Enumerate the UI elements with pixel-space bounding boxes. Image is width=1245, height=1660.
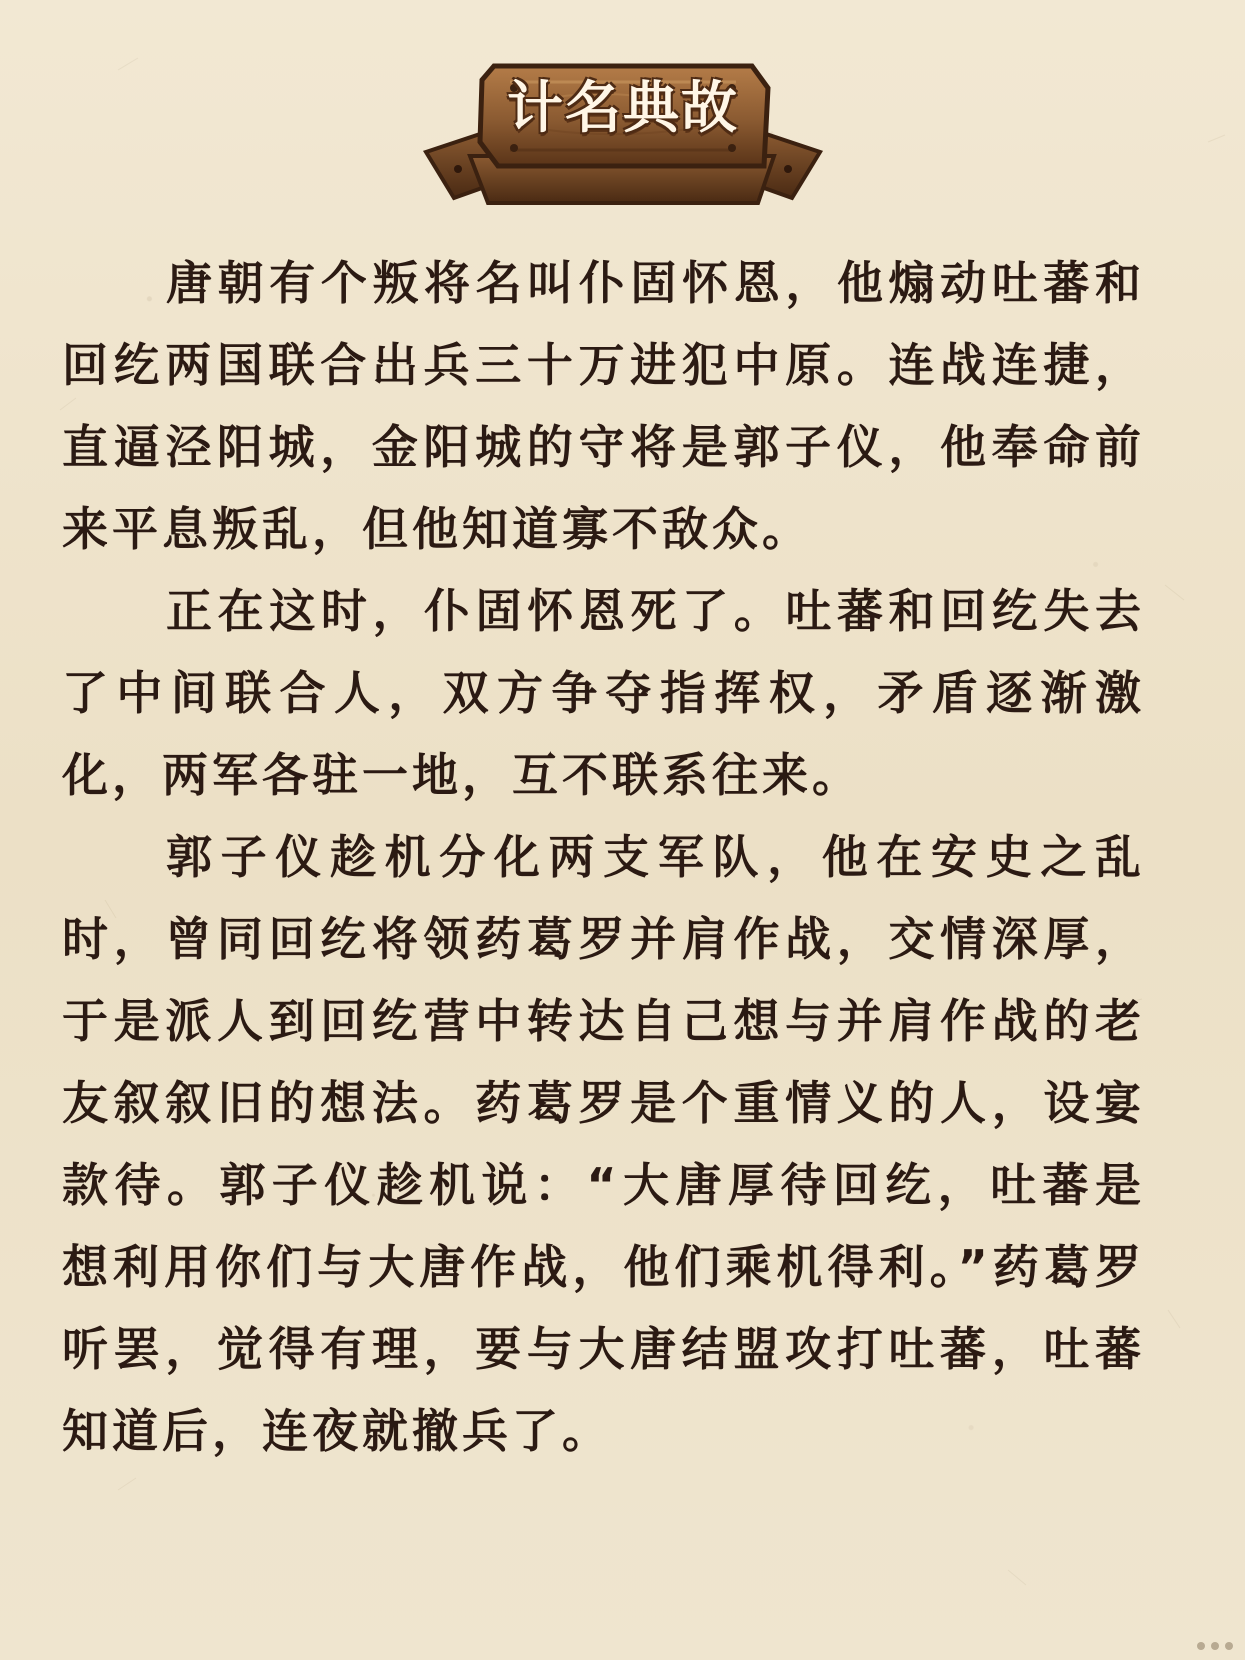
title-banner [418, 48, 828, 218]
dot-icon [1225, 1642, 1233, 1650]
dot-icon [1197, 1642, 1205, 1650]
dot-icon [1211, 1642, 1219, 1650]
story-article [62, 242, 1145, 1472]
story-paragraph-3: 郭子仪趁机分化两支军队，他在安史之乱时，曾同回纥将领药葛罗并肩作战，交情深厚，于是派人到回纥营中转达自己想与并肩作战的老友叙叙旧的想法。药葛罗是个重情义的人，设宴款待。郭子仪趁机说：“大唐厚待回纥，吐蕃是想利用你们与大唐作战，他们乘机得利。”药葛罗听罢，觉得有理，要与大唐结盟攻打吐蕃，吐蕃知道后，连夜就撤兵了。 [62, 830, 1145, 1458]
page-title: 计名典故 [507, 75, 739, 141]
more-dots-icon [1197, 1642, 1239, 1652]
story-paragraph-1: 唐朝有个叛将名叫仆固怀恩，他煽动吐蕃和回纥两国联合出兵三十万进犯中原。连战连捷，直逼泾阳城，金阳城的守将是郭子仪，他奉命前来平息叛乱，但他知道寡不敌众。 [62, 256, 1145, 556]
story-paragraph-2: 正在这时，仆固怀恩死了。吐蕃和回纥失去了中间联合人，双方争夺指挥权，矛盾逐渐激化，两军各驻一地，互不联系往来。 [62, 584, 1145, 802]
